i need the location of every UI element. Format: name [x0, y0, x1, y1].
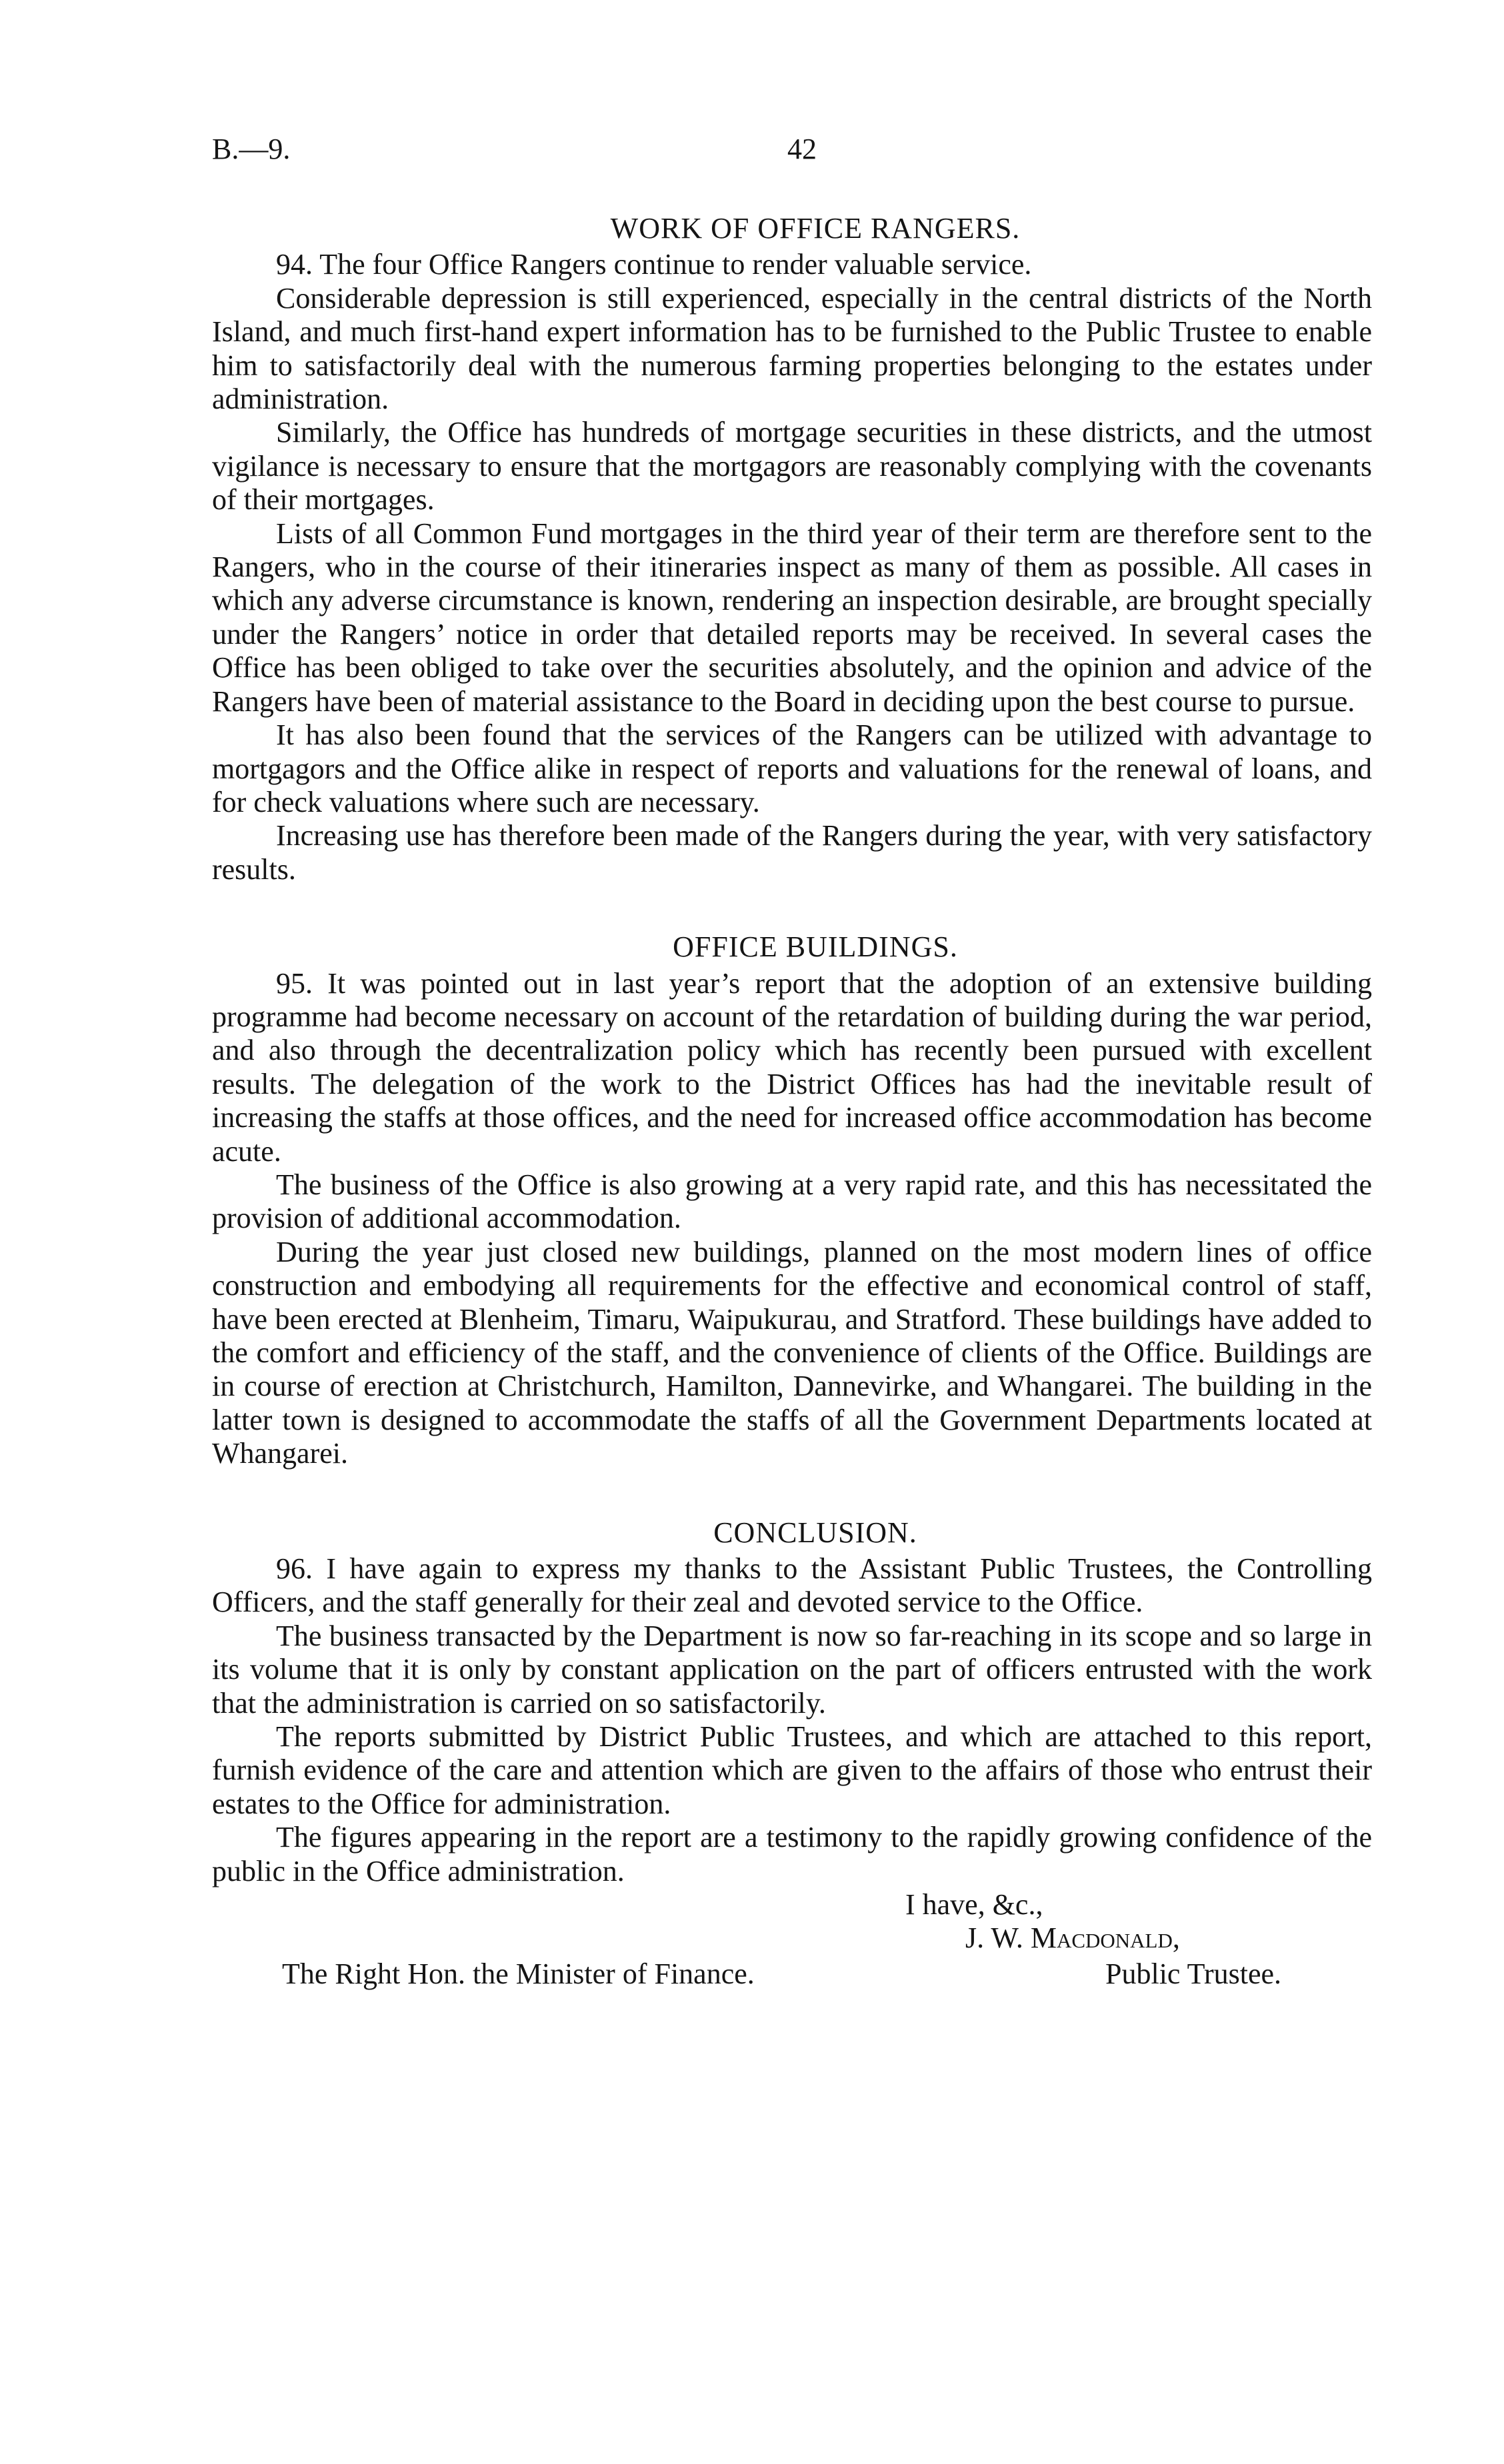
section-heading: CONCLUSION.	[713, 1516, 917, 1549]
addressee: The Right Hon. the Minister of Finance.	[282, 1957, 755, 1991]
paragraph: The reports submitted by District Public Trustees, and which are attached to this report, furnish evidence of the care and attention which are given to the affairs of those who entrust their estates to the Office for administration.	[212, 1720, 1372, 1820]
section-heading: OFFICE BUILDINGS.	[673, 930, 958, 964]
paragraph: 95. It was pointed out in last year’s report that the adoption of an extensive building programme had become necessary on account of the retardation of building during the war period, and also through the decentralization policy which has recently been pursued with excellent results. The delegation of the work to the District Offices has had the inevitable result of increasing the staffs at those offices, and the need for increased office accommodation has become acute.	[212, 966, 1372, 1168]
document-reference: B.—9.	[212, 133, 291, 165]
section-office-buildings	[212, 930, 1372, 1471]
paragraph: During the year just closed new buildings, planned on the most modern lines of office construction and embodying all requirements for the effective and economical control of staff, have been erected at Blenheim, Timaru, Waipukurau, and Stratford. These buildings have added to the comfort and efficiency of the staff, and the convenience of clients of the Office. Buildings are in course of erection at Christchurch, Hamilton, Dannevirke, and Whangarei. The building in the latter town is designed to accommodate the staffs of all the Government Departments located at Whangarei.	[212, 1235, 1372, 1470]
signature-block	[212, 1888, 1372, 2000]
signatory-name: J. W. Macdonald,	[965, 1921, 1180, 1955]
paragraph: Lists of all Common Fund mortgages in the third year of their term are therefore sent to the Rangers, who in the course of their itineraries inspect as many of them as possible. All cases in which any adverse circumstance is known, rendering an inspection desirable, are brought specially under the Rangers’ notice in order that detailed reports may be received. In several cases the Office has been obliged to take over the securities absolutely, and the opinion and advice of the Rangers have been of material assistance to the Board in deciding upon the best course to pursue.	[212, 517, 1372, 718]
section-heading: WORK OF OFFICE RANGERS.	[610, 212, 1021, 245]
paragraph: The figures appearing in the report are a testimony to the rapidly growing confidence of the public in the Office administration.	[212, 1821, 1372, 1887]
signatory-title: Public Trustee.	[1105, 1957, 1282, 1991]
page-body	[212, 212, 1372, 2000]
paragraph: 94. The four Office Rangers continue to render valuable service.	[276, 248, 1032, 281]
paragraph: The business of the Office is also growing at a very rapid rate, and this has necessitated the provision of additional accommodation.	[212, 1168, 1372, 1235]
paragraph: It has also been found that the services of the Rangers can be utilized with advantage to mortgagors and the Office alike in respect of reports and valuations for the renewal of loans, and for check valuations where such are necessary.	[212, 718, 1372, 818]
running-header	[212, 132, 1372, 172]
paragraph: The business transacted by the Department is now so far-reaching in its scope and so large in its volume that it is only by constant application on the part of officers entrusted with the work that the administration is carried on so satisfactorily.	[212, 1619, 1372, 1720]
paragraph: 96. I have again to express my thanks to the Assistant Public Trustees, the Controlling Officers, and the staff generally for their zeal and devoted service to the Office.	[212, 1552, 1372, 1619]
page-number: 42	[787, 133, 817, 165]
paragraph: Increasing use has therefore been made of the Rangers during the year, with very satisfactory results.	[212, 819, 1372, 886]
section-conclusion	[212, 1516, 1372, 1888]
paragraph: Similarly, the Office has hundreds of mortgage securities in these districts, and the utmost vigilance is necessary to ensure that the mortgagors are reasonably complying with the covenants of their mortgages.	[212, 416, 1372, 517]
paragraph: Considerable depression is still experienced, especially in the central districts of the North Island, and much first-hand expert information has to be furnished to the Public Trustee to enable him to satisfactorily deal with the numerous farming properties belonging to the estates under administration.	[212, 281, 1372, 416]
section-office-rangers	[212, 212, 1372, 886]
valediction: I have, &c.,	[905, 1888, 1043, 1921]
